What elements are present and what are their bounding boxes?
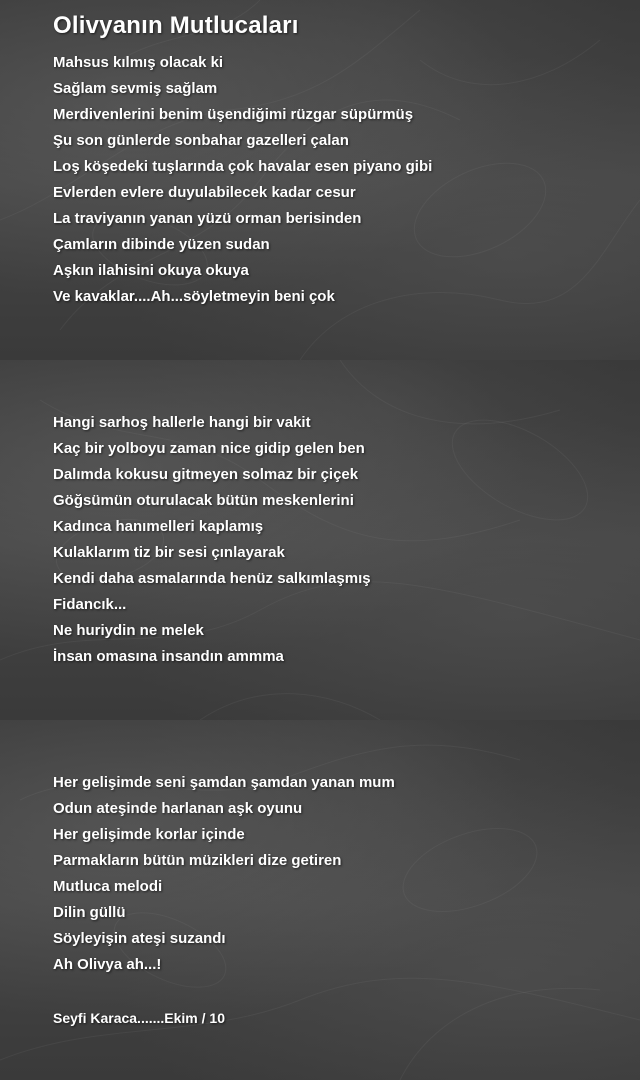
poem-line: Parmakların bütün müzikleri dize getiren [53,852,342,869]
poem-line: Mutluca melodi [53,878,163,895]
poem-line: Göğsümün oturulacak bütün meskenlerini [53,492,354,509]
poem-panel-3 [0,720,640,1080]
stanza-3 [53,770,395,978]
poem-line: Dalımda kokusu gitmeyen solmaz bir çiçek [53,466,359,483]
poem-line: Kaç bir yolboyu zaman nice gidip gelen ben [53,440,365,457]
poem-line: Evlerden evlere duyulabilecek kadar cesur [53,184,356,201]
poem-line: Merdivenlerini benim üşendiğimi rüzgar süpürmüş [53,106,414,123]
poem-line: Fidancık... [53,596,127,613]
poem-line: Şu son günlerde sonbahar gazelleri çalan [53,132,349,149]
poem-line: Ah Olivya ah...! [53,956,162,973]
poem-line: La traviyanın yanan yüzü orman berisinden [53,210,362,227]
poem-line: Çamların dibinde yüzen sudan [53,236,270,253]
poem-line: Loş köşedeki tuşlarında çok havalar esen piyano gibi [53,158,433,175]
poem-title: Olivyanın Mutlucaları [53,12,299,39]
poem-panel-2 [0,360,640,720]
poem-line: Kulaklarım tiz bir sesi çınlayarak [53,544,285,561]
poem-line: Ne huriydin ne melek [53,622,204,639]
poem-line: İnsan omasına insandın ammma [53,648,284,665]
stanza-2 [53,410,371,670]
poem-line: Ve kavaklar....Ah...söyletmeyin beni çok [53,288,335,305]
poem-line: Mahsus kılmış olacak ki [53,54,224,71]
poem-line: Kendi daha asmalarında henüz salkımlaşmış [53,570,371,587]
poem-signature: Seyfi Karaca.......Ekim / 10 [53,1010,225,1026]
poem-panel-1 [0,0,640,360]
poem-line: Dilin güllü [53,904,126,921]
poem-line: Aşkın ilahisini okuya okuya [53,262,249,279]
stanza-1 [53,50,432,310]
poem-line: Her gelişimde seni şamdan şamdan yanan mum [53,774,395,791]
poem-line: Hangi sarhoş hallerle hangi bir vakit [53,414,311,431]
poem-line: Sağlam sevmiş sağlam [53,80,218,97]
poem-line: Söyleyişin ateşi suzandı [53,930,226,947]
poem-line: Her gelişimde korlar içinde [53,826,245,843]
poem-line: Odun ateşinde harlanan aşk oyunu [53,800,303,817]
poem-line: Kadınca hanımelleri kaplamış [53,518,264,535]
